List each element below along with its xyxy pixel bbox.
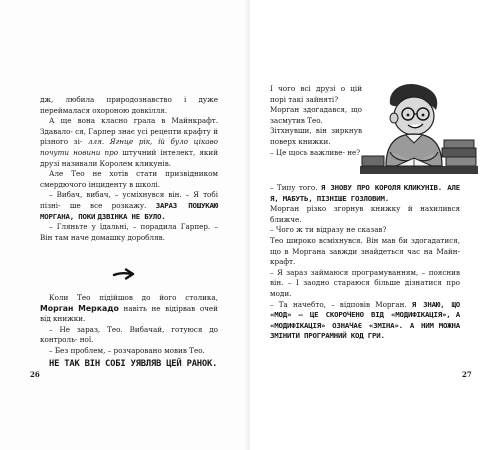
handwritten-text: МОЖНА ЗМІНИТИ ПРОГРАМНИЙ КОД ГРИ. xyxy=(270,320,460,341)
text-line: Зітхнувши, він зиркнув поверх книжки. xyxy=(270,126,362,146)
text-line: – Чого ж ти відразу не сказав? xyxy=(270,225,387,235)
handwritten-text: НЕ ТАК ВІН СОБІ УЯВЛЯВ ЦЕЙ РАНОК. xyxy=(49,358,218,369)
text-line: І чого всі друзі о цій порі такі зайняті? xyxy=(270,84,362,104)
text-line: Морган здогадався, що засмутив Тео. xyxy=(270,105,362,125)
text-line: Морган різко згорнув книжку й нахилився ближче. xyxy=(270,204,460,224)
handwritten-text: Я ЗНОВУ ПРО КОРОЛЯ xyxy=(320,183,401,192)
text-line: – Це щось важливе- не? xyxy=(270,147,361,157)
text-line: – Типу того. Я ЗНОВУ ПРО КОРОЛЯ КЛИКУНІВ. АЛЕ Я, МАБУТЬ, ПІЗНІШЕ ГОЗЛОВИМ. xyxy=(270,183,460,203)
text-line: – Вибач, вибач, – усміхнувся він. – Я тобі пізні- ше все розкажу. ЗАРАЗ ПОШУКАЮ МОРГАНА, ПОКИ ДЗВІНКА НЕ БУЛО. xyxy=(40,190,218,221)
left-page-text-bottom xyxy=(40,293,218,369)
handwritten-text: КЛИКУНІВ. АЛЕ Я, МАБУТЬ, ПІЗНІШЕ ГОЗЛОВИМ. xyxy=(270,183,460,203)
text-line: – Та начебто, – відповів Морган. Я ЗНАЮ, ЩО «МОД» – ЦЕ СКОРОЧЕНО ВІД «МОДИФІКАЦІЯ», А «МОДИФІКАЦІЯ» ОЗНАЧАЄ «ЗМІНА». А НИМ МОЖНА ЗМІНИТИ ПРОГРАМНИЙ КОД ГРИ. xyxy=(270,299,460,341)
boy-reading-books-illustration xyxy=(360,82,478,178)
handwritten-text: ЗАРАЗ ПОШУКАЮ МОРГАНА, ПОКИ xyxy=(40,200,218,221)
right-page xyxy=(250,0,500,450)
handwritten-text: Я ЗНАЮ, ЩО xyxy=(411,299,460,309)
handwritten-text: А «МОДИФІКАЦІЯ» ОЗНАЧАЄ «ЗМІНА». А НИМ xyxy=(270,310,460,330)
arrow-icon xyxy=(112,268,136,280)
right-page-text-top xyxy=(270,84,362,158)
text-line: – Гляньте у їдальні, – порадила Гарпер. – Він там наче домашку доробляв. xyxy=(40,222,218,242)
text-line: – Не зараз, Тео. Вибачай, готуюся до контроль- ної. xyxy=(40,324,218,345)
handwritten-text: ДЗВІНКА НЕ БУЛО. xyxy=(97,211,166,221)
text-line: Тео широко всміхнувся. Він мав би здогадатися, що в Моргана завжди знайдеться час на Майн- крафт. xyxy=(270,235,460,267)
text-line: А ще вона класно грала в Майнкрафт. Здавало- ся, Гарпер знає усі рецепти крафту й різного зі- лля. Ягнце рік, їй було цікаво почути новини про штучний інтелект, який друзі називали Королем кликунів. xyxy=(40,116,218,168)
left-page-text xyxy=(40,95,218,243)
name-highlight: Меркадо xyxy=(78,303,119,313)
page-number: 27 xyxy=(462,370,472,379)
handwritten-text: «МОД» – ЦЕ СКОРОЧЕНО ВІД «МОДИФІКАЦІЯ», xyxy=(270,310,451,320)
text-line: – Без проблем, – розчаровано мовив Тео. xyxy=(49,345,205,355)
page-number: 26 xyxy=(30,370,40,379)
name-highlight: Морган xyxy=(40,303,74,313)
text-line: – Я зараз займаюся програмуванням, – пояснив він. – І заодно стараюся більше дізнатися про моди. xyxy=(270,267,460,298)
text-line: дж, любила природознавство і дуже переймалася охороною довкілля. xyxy=(40,95,218,115)
text-line: Але Тео не хотів стати призвідником смердючого інциденту в школі. xyxy=(40,169,218,189)
text-line: Коли Тео підійшов до його столика, Морган Меркадо навіть не відірвав очей від книжки. xyxy=(40,293,218,324)
right-page-text-main xyxy=(270,183,460,342)
